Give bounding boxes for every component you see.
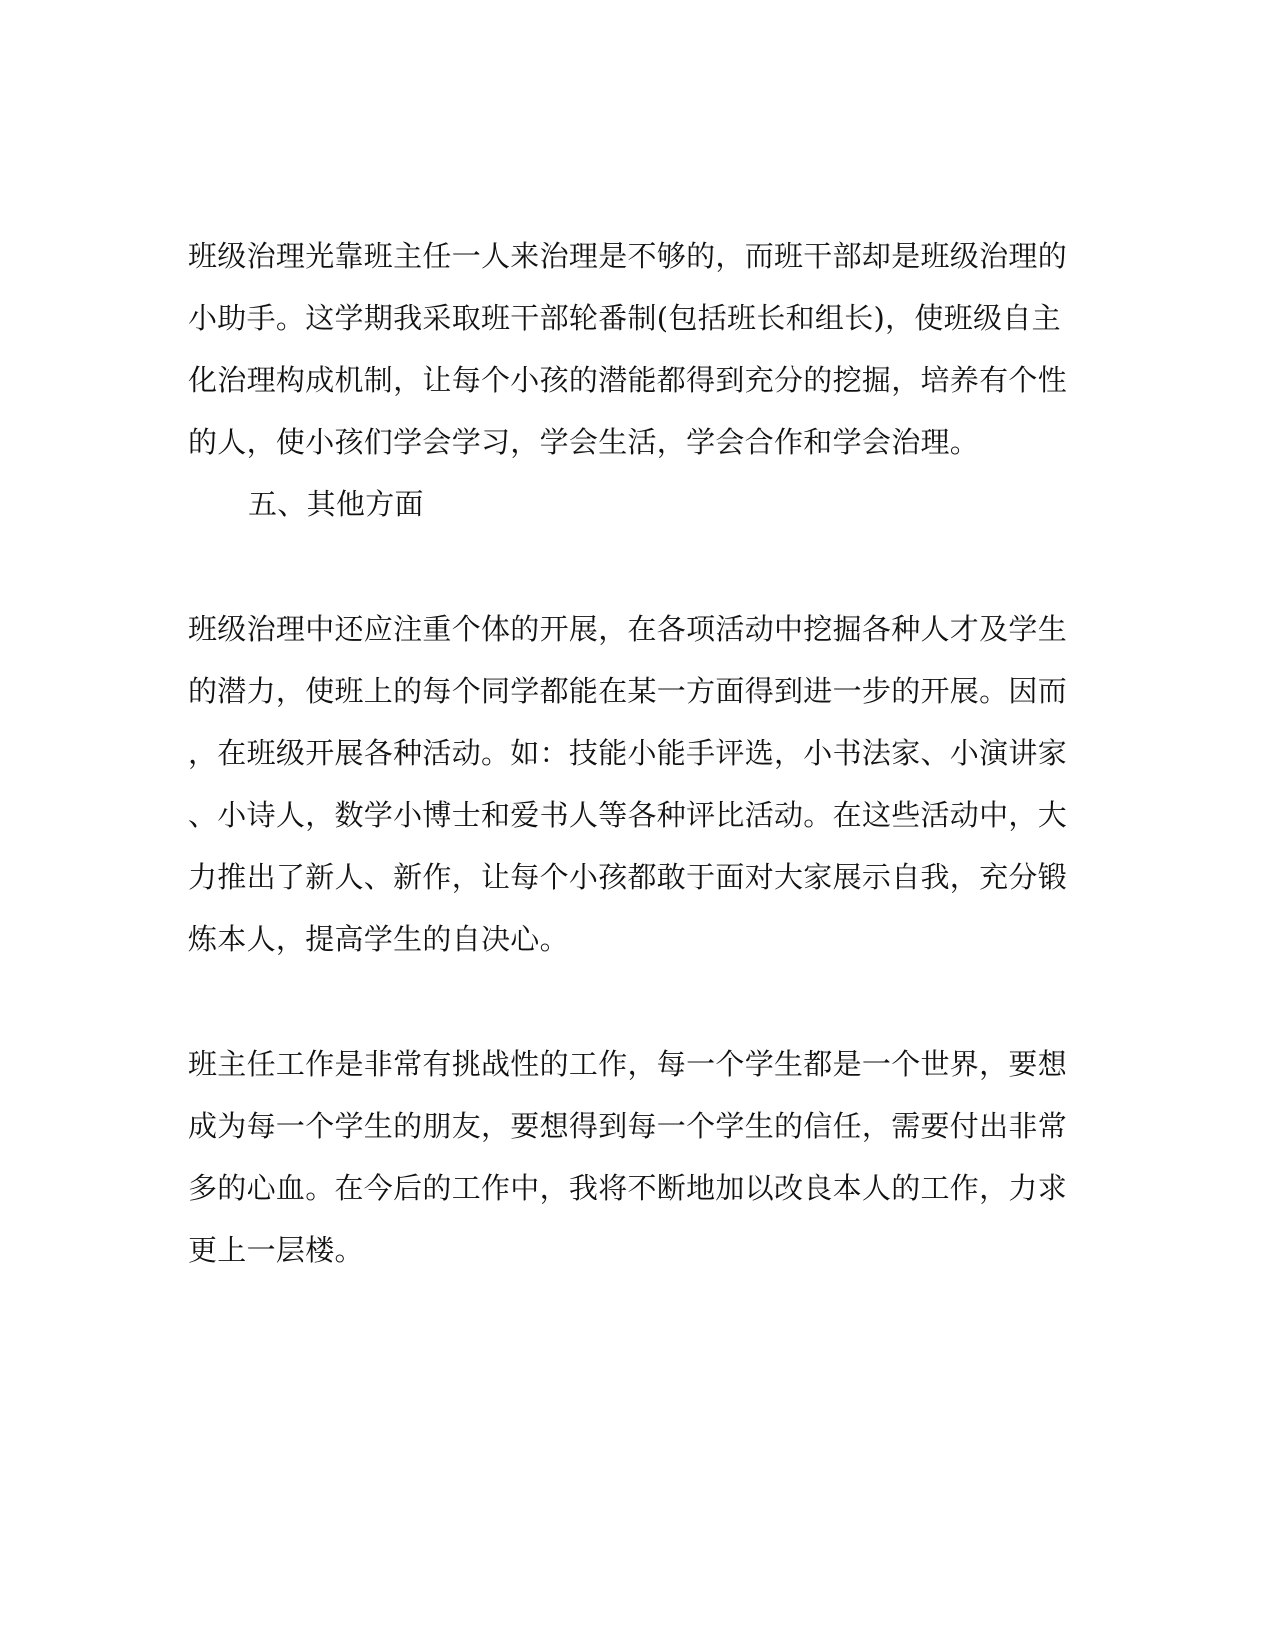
paragraph-line: ，在班级开展各种活动。如：技能小能手评选，小书法家、小演讲家 <box>188 736 1068 770</box>
paragraph-line: 炼本人，提高学生的自决心。 <box>188 922 569 956</box>
paragraph-line: 力推出了新人、新作，让每个小孩都敢于面对大家展示自我，充分锻 <box>188 860 1068 894</box>
section-heading: 五、其他方面 <box>248 487 424 521</box>
paragraph-line: 小助手。这学期我采取班干部轮番制(包括班长和组长)，使班级自主 <box>188 301 1061 335</box>
paragraph-line: 、小诗人，数学小博士和爱书人等各种评比活动。在这些活动中，大 <box>188 798 1068 832</box>
paragraph-line: 化治理构成机制，让每个小孩的潜能都得到充分的挖掘，培养有个性 <box>188 363 1068 397</box>
paragraph-line: 更上一层楼。 <box>188 1233 364 1267</box>
paragraph-line: 班主任工作是非常有挑战性的工作，每一个学生都是一个世界，要想 <box>188 1047 1068 1081</box>
paragraph-line: 班级治理光靠班主任一人来治理是不够的，而班干部却是班级治理的 <box>188 239 1068 273</box>
paragraph-line: 的人，使小孩们学会学习，学会生活，学会合作和学会治理。 <box>188 425 980 459</box>
paragraph-line: 班级治理中还应注重个体的开展，在各项活动中挖掘各种人才及学生 <box>188 612 1068 646</box>
paragraph-line: 的潜力，使班上的每个同学都能在某一方面得到进一步的开展。因而 <box>188 674 1068 708</box>
paragraph-line: 多的心血。在今后的工作中，我将不断地加以改良本人的工作，力求 <box>188 1171 1068 1205</box>
paragraph-line: 成为每一个学生的朋友，要想得到每一个学生的信任，需要付出非常 <box>188 1109 1068 1143</box>
